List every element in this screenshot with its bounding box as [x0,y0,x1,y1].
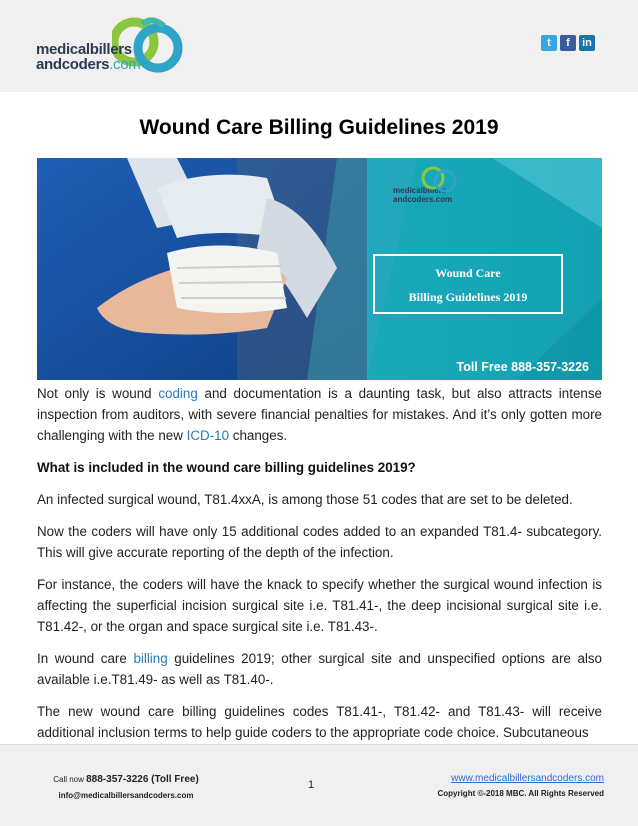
paragraph-intro [37,383,602,446]
linkedin-icon[interactable]: in [579,35,595,51]
logo-line2 [36,57,140,72]
website-link[interactable]: www.medicalbillersandcoders.com [451,773,604,784]
page-footer [0,745,638,826]
billing-link[interactable]: billing [133,651,168,666]
logo-line2-main: andcoders [36,56,110,73]
coding-link[interactable]: coding [158,386,198,401]
banner-toll-free: Toll Free 888-357-3226 [456,360,589,374]
call-suffix: (Toll Free) [148,774,199,785]
footer-call [36,772,216,788]
footer-phone[interactable]: 888-357-3226 [86,774,149,785]
p5-text-b: guidelines 2019; other surgical site and unspecified options are also available i.e.T81.49- as well as T81.40-. [37,651,603,687]
section-heading: What is included in the wound care billing guidelines 2019? [37,460,416,475]
p5-text-a: In wound care [37,651,134,666]
paragraph-5 [37,648,602,690]
company-logo[interactable] [36,12,186,82]
paragraph-4: For instance, the coders will have the knack to specify whether the surgical wound infection is affecting the superficial incision surgical site i.e. T81.41-, the deep incisional surgical site i.e. T81.42-, or the organ and space surgical site i.e. T81.43-. [37,577,602,634]
paragraph-3: Now the coders will have only 15 additional codes added to an expanded T81.4- subcategory. This will give accurate reporting of the depth of the infection. [37,524,602,560]
page-number: 1 [308,779,315,791]
page-title: Wound Care Billing Guidelines 2019 [139,116,499,139]
banner-title-line1: Wound Care [435,266,501,280]
banner-title-line2: Billing Guidelines 2019 [408,290,528,304]
twitter-icon[interactable]: t [541,35,557,51]
intro-text-c: changes. [229,428,288,443]
icd10-link[interactable]: ICD-10 [186,428,230,443]
footer-email[interactable]: info@medicalbillersandcoders.com [58,791,194,800]
logo-wordmark [36,42,140,72]
footer-site-info [437,771,604,801]
call-prefix: Call now [53,775,87,784]
banner-illustration [37,158,602,380]
logo-line1: medicalbillers [36,41,132,58]
paragraph-6: The new wound care billing guidelines codes T81.41-, T81.42- and T81.43- will receive additional inclusion terms to help guide coders to the appropriate code choice. Subcutaneous [37,704,602,740]
paragraph-2: An infected surgical wound, T81.4xxA, is among those 51 codes that are set to be deleted. [37,492,573,507]
banner-image [37,158,602,380]
intro-text-b: and documentation is a daunting task, but also attracts intense inspection from auditors, with severe financial penalties for mistakes. And it’s only gotten more challenging with the new [37,386,602,443]
article-body [37,383,602,754]
page-header [0,0,638,92]
footer-contact [36,772,216,804]
copyright-text: Copyright ©-2018 MBC. All Rights Reserved [437,789,604,798]
intro-text-a: Not only is wound [37,386,159,401]
banner-logo-line1: medicalbillers [393,186,447,195]
facebook-icon[interactable]: f [560,35,576,51]
social-links [541,35,595,51]
logo-suffix: .com [109,56,141,73]
banner-logo-line2: andcoders.com [393,195,453,204]
